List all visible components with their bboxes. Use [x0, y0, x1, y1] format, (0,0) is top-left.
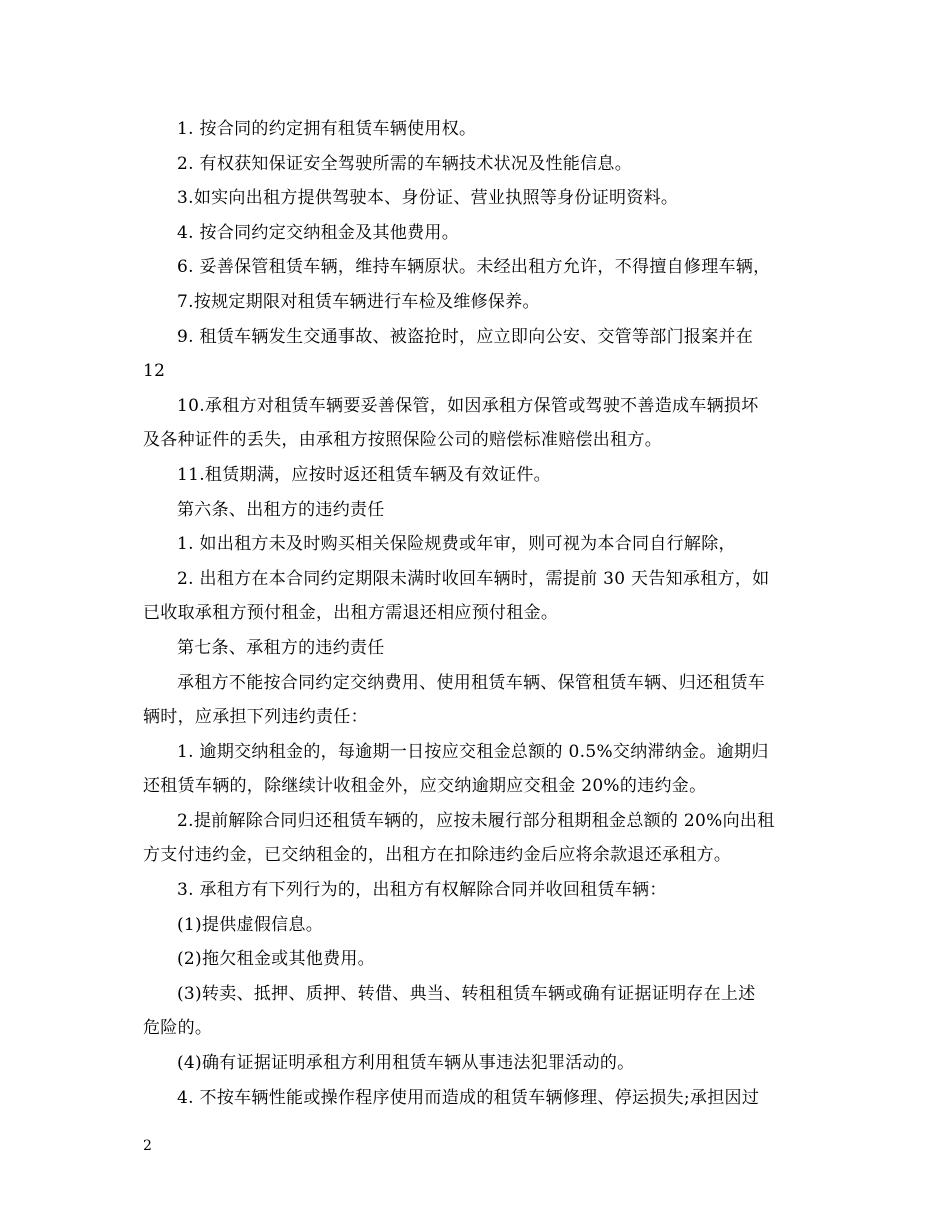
text-line: 4. 不按车辆性能或操作程序使用而造成的租赁车辆修理、停运损失;承担因过 [177, 1087, 760, 1108]
text-line: 承租方不能按合同约定交纳费用、使用租赁车辆、保管租赁车辆、归还租赁车 [177, 672, 766, 693]
document-body [143, 112, 813, 1115]
text-line: 已收取承租方预付租金，出租方需退还相应预付租金。 [143, 603, 559, 624]
text-line: 2. 有权获知保证安全驾驶所需的车辆技术状况及性能信息。 [177, 153, 633, 174]
text-line: 12 [143, 361, 166, 382]
text-line: 1. 如出租方未及时购买相关保险规费或年审，则可视为本合同自行解除， [177, 534, 736, 555]
text-line: 4. 按合同约定交纳租金及其他费用。 [177, 222, 460, 243]
text-line: 6. 妥善保管租赁车辆，维持车辆原状。未经出租方允许，不得擅自修理车辆， [177, 257, 771, 278]
text-line: 还租赁车辆的，除继续计收租金外，应交纳逾期应交租金 20%的违约金。 [143, 776, 707, 797]
text-line: 2. 出租方在本合同约定期限未满时收回车辆时，需提前 30 天告知承租方，如 [177, 568, 770, 589]
text-line: (4)确有证据证明承租方利用租赁车辆从事违法犯罪活动的。 [177, 1053, 635, 1074]
text-line: 危险的。 [143, 1018, 213, 1039]
text-line: 3.如实向出租方提供驾驶本、身份证、营业执照等身份证明资料。 [177, 188, 679, 209]
text-line: 1. 逾期交纳租金的，每逾期一日按应交租金总额的 0.5%交纳滞纳金。逾期归 [177, 741, 769, 762]
text-line: 2.提前解除合同归还租赁车辆的，应按未履行部分租期租金总额的 20%向出租 [177, 810, 775, 831]
text-line: 1. 按合同的约定拥有租赁车辆使用权。 [177, 119, 477, 139]
text-line: 11.租赁期满，应按时返还租赁车辆及有效证件。 [177, 464, 551, 485]
text-line: 7.按规定期限对租赁车辆进行车检及维修保养。 [177, 291, 540, 312]
text-line: 辆时，应承担下列违约责任： [143, 707, 368, 728]
text-line: 及各种证件的丢失，由承租方按照保险公司的赔偿标准赔偿出租方。 [143, 430, 662, 451]
text-line: (1)提供虚假信息。 [177, 914, 324, 935]
text-line: 方支付违约金，已交纳租金的，出租方在扣除违约金后应将余款退还承租方。 [143, 845, 732, 866]
text-line: 第六条、出租方的违约责任 [177, 499, 385, 520]
text-line: 第七条、承租方的违约责任 [177, 637, 385, 658]
text-line: 3. 承租方有下列行为的，出租方有权解除合同并收回租赁车辆： [177, 880, 667, 901]
page-number: 2 [143, 1138, 152, 1154]
text-line: 9. 租赁车辆发生交通事故、被盗抢时，应立即向公安、交管等部门报案并在 [177, 326, 754, 347]
text-line: 10.承租方对租赁车辆要妥善保管，如因承租方保管或驾驶不善造成车辆损坏 [177, 395, 759, 416]
text-line: (2)拖欠租金或其他费用。 [177, 949, 375, 970]
text-line: (3)转卖、抵押、质押、转借、典当、转租租赁车辆或确有证据证明存在上述 [177, 983, 756, 1004]
